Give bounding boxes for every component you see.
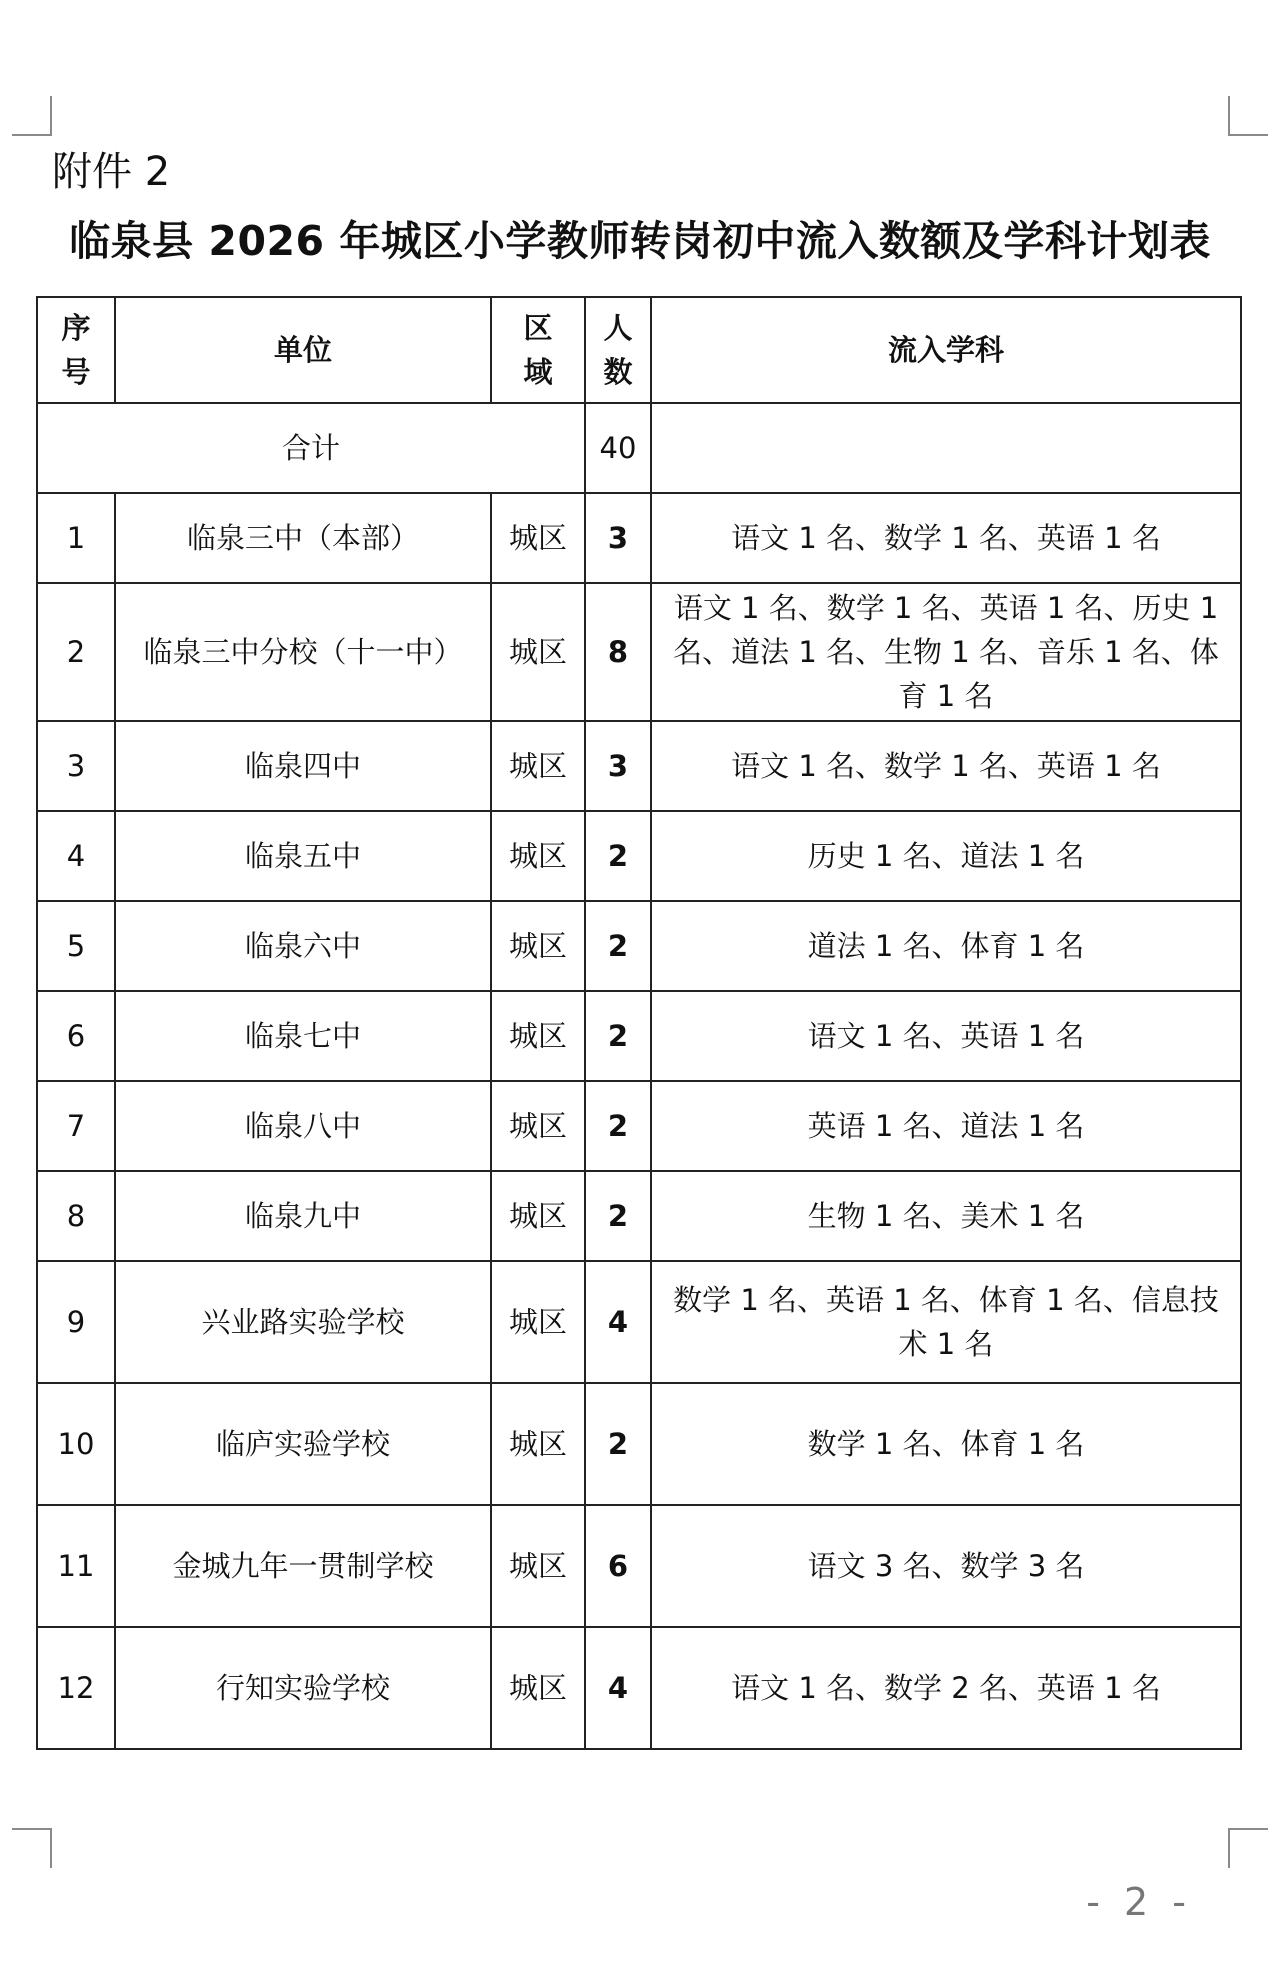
row-district: 城区 xyxy=(491,1505,585,1627)
table-row xyxy=(37,721,1241,811)
row-subjects: 语文 3 名、数学 3 名 xyxy=(651,1505,1241,1627)
row-count: 8 xyxy=(585,583,651,721)
row-seq: 12 xyxy=(37,1627,115,1749)
plan-table xyxy=(36,296,1242,1750)
total-subjects xyxy=(651,403,1241,493)
total-label: 合计 xyxy=(37,403,585,493)
header-subjects: 流入学科 xyxy=(651,297,1241,403)
table-row xyxy=(37,811,1241,901)
crop-mark-bottom-right xyxy=(1228,1828,1268,1868)
row-unit: 行知实验学校 xyxy=(115,1627,491,1749)
row-unit: 临泉七中 xyxy=(115,991,491,1081)
row-unit: 兴业路实验学校 xyxy=(115,1261,491,1383)
header-row xyxy=(37,297,1241,403)
row-count: 2 xyxy=(585,1383,651,1505)
row-seq: 8 xyxy=(37,1171,115,1261)
row-subjects: 语文 1 名、数学 2 名、英语 1 名 xyxy=(651,1627,1241,1749)
header-count: 人数 xyxy=(585,297,651,403)
row-unit: 金城九年一贯制学校 xyxy=(115,1505,491,1627)
row-count: 3 xyxy=(585,721,651,811)
header-district: 区域 xyxy=(491,297,585,403)
row-seq: 4 xyxy=(37,811,115,901)
row-seq: 5 xyxy=(37,901,115,991)
row-district: 城区 xyxy=(491,991,585,1081)
row-count: 2 xyxy=(585,901,651,991)
page-number: - 2 - xyxy=(1086,1880,1192,1924)
row-district: 城区 xyxy=(491,583,585,721)
row-seq: 11 xyxy=(37,1505,115,1627)
row-district: 城区 xyxy=(491,1171,585,1261)
table-row xyxy=(37,583,1241,721)
row-subjects: 语文 1 名、英语 1 名 xyxy=(651,991,1241,1081)
row-unit: 临泉九中 xyxy=(115,1171,491,1261)
row-count: 3 xyxy=(585,493,651,583)
row-subjects: 道法 1 名、体育 1 名 xyxy=(651,901,1241,991)
row-district: 城区 xyxy=(491,1081,585,1171)
crop-mark-bottom-left xyxy=(12,1828,52,1868)
row-count: 4 xyxy=(585,1261,651,1383)
table-row xyxy=(37,1627,1241,1749)
row-seq: 3 xyxy=(37,721,115,811)
row-seq: 10 xyxy=(37,1383,115,1505)
header-seq: 序号 xyxy=(37,297,115,403)
table-row xyxy=(37,1081,1241,1171)
table-row xyxy=(37,1261,1241,1383)
row-unit: 临泉六中 xyxy=(115,901,491,991)
row-count: 2 xyxy=(585,811,651,901)
total-row xyxy=(37,403,1241,493)
crop-mark-top-left xyxy=(12,96,52,136)
row-district: 城区 xyxy=(491,1627,585,1749)
header-unit: 单位 xyxy=(115,297,491,403)
row-district: 城区 xyxy=(491,901,585,991)
row-district: 城区 xyxy=(491,721,585,811)
row-subjects: 语文 1 名、数学 1 名、英语 1 名 xyxy=(651,721,1241,811)
attachment-label: 附件 2 xyxy=(52,149,171,195)
table-row xyxy=(37,1505,1241,1627)
row-unit: 临庐实验学校 xyxy=(115,1383,491,1505)
row-count: 6 xyxy=(585,1505,651,1627)
row-unit: 临泉五中 xyxy=(115,811,491,901)
table-row xyxy=(37,1171,1241,1261)
row-district: 城区 xyxy=(491,493,585,583)
row-subjects: 语文 1 名、数学 1 名、英语 1 名 xyxy=(651,493,1241,583)
row-seq: 2 xyxy=(37,583,115,721)
table-row xyxy=(37,901,1241,991)
row-district: 城区 xyxy=(491,811,585,901)
crop-mark-top-right xyxy=(1228,96,1268,136)
row-district: 城区 xyxy=(491,1261,585,1383)
row-unit: 临泉三中分校（十一中） xyxy=(115,583,491,721)
row-seq: 9 xyxy=(37,1261,115,1383)
row-subjects: 生物 1 名、美术 1 名 xyxy=(651,1171,1241,1261)
row-unit: 临泉四中 xyxy=(115,721,491,811)
table-row xyxy=(37,1383,1241,1505)
row-subjects: 英语 1 名、道法 1 名 xyxy=(651,1081,1241,1171)
row-count: 2 xyxy=(585,991,651,1081)
row-count: 2 xyxy=(585,1081,651,1171)
row-count: 2 xyxy=(585,1171,651,1261)
row-seq: 1 xyxy=(37,493,115,583)
row-seq: 7 xyxy=(37,1081,115,1171)
row-count: 4 xyxy=(585,1627,651,1749)
row-subjects: 语文 1 名、数学 1 名、英语 1 名、历史 1 名、道法 1 名、生物 1 名、音乐 1 名、体育 1 名 xyxy=(651,583,1241,721)
row-subjects: 历史 1 名、道法 1 名 xyxy=(651,811,1241,901)
row-unit: 临泉三中（本部） xyxy=(115,493,491,583)
row-subjects: 数学 1 名、英语 1 名、体育 1 名、信息技术 1 名 xyxy=(651,1261,1241,1383)
table-row xyxy=(37,991,1241,1081)
row-unit: 临泉八中 xyxy=(115,1081,491,1171)
total-count: 40 xyxy=(585,403,651,493)
table-row xyxy=(37,493,1241,583)
row-seq: 6 xyxy=(37,991,115,1081)
row-district: 城区 xyxy=(491,1383,585,1505)
row-subjects: 数学 1 名、体育 1 名 xyxy=(651,1383,1241,1505)
document-title: 临泉县 2026 年城区小学教师转岗初中流入数额及学科计划表 xyxy=(69,217,1211,265)
